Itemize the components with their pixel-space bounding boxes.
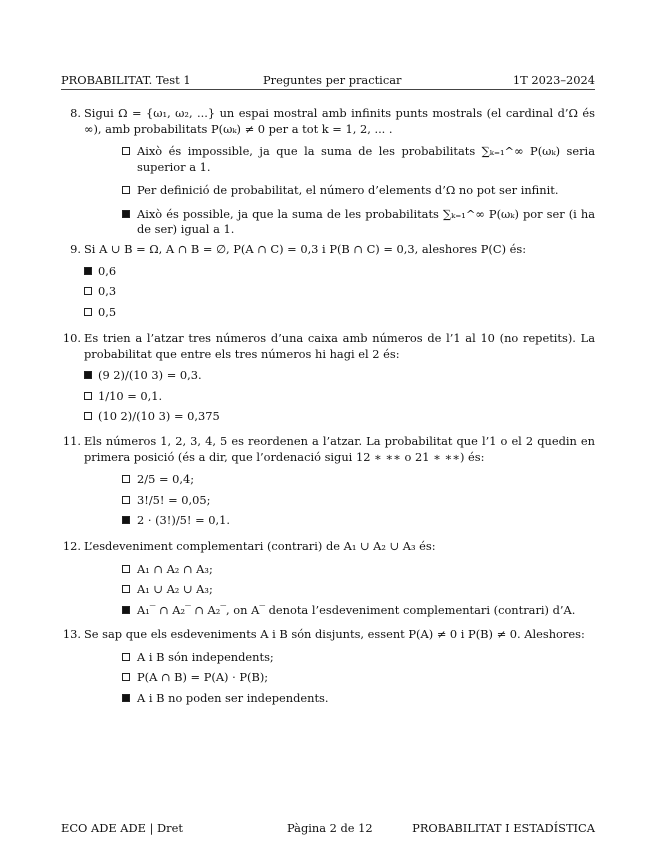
checkbox-icon[interactable] <box>84 308 92 316</box>
footer-page-number: Pàgina 2 de 12 <box>287 821 373 835</box>
option-text: P(A ∩ B) = P(A) · P(B); <box>137 670 269 684</box>
footer-subject: PROBABILITAT I ESTADÍSTICA <box>412 821 595 835</box>
question-text: Se sap que els esdeveniments A i B són disjunts, essent P(A) ≠ 0 i P(B) ≠ 0. Aleshores: <box>84 627 585 641</box>
question-number: 9. <box>70 242 81 256</box>
option-text: A₁ ∩ A₂ ∩ A₃; <box>137 561 213 576</box>
header-section: Preguntes per practicar <box>263 73 402 87</box>
question-number: 11. <box>62 434 81 448</box>
option-text: 0,6 <box>98 263 117 278</box>
question-text: Es trien a l’atzar tres números d’una caixa amb números de l’1 al 10 (no repetits). La probabilitat que entre els tres números hi hagi el 2 és: <box>84 331 595 361</box>
header-term: 1T 2023–2024 <box>512 73 595 87</box>
option-text: A₁ ∪ A₂ ∪ A₃; <box>137 582 213 596</box>
checkbox-icon[interactable] <box>122 475 130 483</box>
option-13c[interactable] <box>61 691 595 707</box>
option-text: 0,3 <box>98 284 117 298</box>
option-12b[interactable] <box>61 582 595 598</box>
checkbox-icon[interactable] <box>122 673 130 681</box>
question-number: 12. <box>62 539 81 553</box>
option-9c[interactable] <box>61 305 595 321</box>
checked-box-icon[interactable] <box>122 516 130 524</box>
option-text: 3!/5! = 0,05; <box>137 492 211 507</box>
question-number: 10. <box>62 331 81 345</box>
question-number: 8. <box>70 106 81 120</box>
option-text: 2 · (3!)/5! = 0,1. <box>137 513 231 527</box>
question-text: L’esdeveniment complementari (contrari) de A₁ ∪ A₂ ∪ A₃ és: <box>84 539 436 553</box>
option-text: Això és impossible, ja que la suma de les probabilitats ∑ₖ₌₁^∞ P(ωₖ) seria superior a 1. <box>137 144 595 174</box>
option-text: (9 2)/(10 3) = 0,3. <box>98 368 202 382</box>
question-9 <box>61 242 595 325</box>
option-8c[interactable] <box>61 207 595 238</box>
option-text: 0,5 <box>98 304 117 319</box>
option-13a[interactable] <box>61 650 595 666</box>
checkbox-icon[interactable] <box>122 565 130 573</box>
option-text: (10 2)/(10 3) = 0,375 <box>98 409 220 423</box>
question-13 <box>61 627 595 711</box>
checked-box-icon[interactable] <box>122 694 130 702</box>
option-10b[interactable] <box>61 389 595 405</box>
option-text: 1/10 = 0,1. <box>98 388 163 403</box>
header-course: PROBABILITAT. Test 1 <box>61 73 191 87</box>
option-12a[interactable] <box>61 562 595 578</box>
checkbox-icon[interactable] <box>84 412 92 420</box>
footer-programs: ECO ADE ADE | Dret <box>61 821 183 835</box>
question-number: 13. <box>62 627 81 641</box>
question-text: Els números 1, 2, 3, 4, 5 es reordenen a l’atzar. La probabilitat que l’1 o el 2 quedin en primera posició (és a dir, que l’ordenació sigui 12 ∗ ∗∗ o 21 ∗ ∗∗) és: <box>84 434 595 464</box>
option-text: 2/5 = 0,4; <box>137 472 195 486</box>
option-10c[interactable] <box>61 409 595 425</box>
option-11b[interactable] <box>61 493 595 509</box>
checked-box-icon[interactable] <box>84 267 92 275</box>
option-8b[interactable] <box>61 183 595 199</box>
option-9b[interactable] <box>61 284 595 300</box>
checked-box-icon[interactable] <box>122 606 130 614</box>
option-9a[interactable] <box>61 264 595 280</box>
option-text: A i B no poden ser independents. <box>137 690 329 705</box>
question-11 <box>61 434 595 534</box>
question-10 <box>61 331 595 430</box>
option-text: Això és possible, ja que la suma de les probabilitats ∑ₖ₌₁^∞ P(ωₖ) por ser (i ha de ser) igual a 1. <box>137 206 595 236</box>
question-12 <box>61 539 595 623</box>
question-8 <box>61 106 595 243</box>
option-13b[interactable] <box>61 670 595 686</box>
checkbox-icon[interactable] <box>84 287 92 295</box>
question-text: Si A ∪ B = Ω, A ∩ B = ∅, P(A ∩ C) = 0,3 i P(B ∩ C) = 0,3, aleshores P(C) és: <box>84 242 527 256</box>
option-text: A₁‾ ∩ A₂‾ ∩ A₂‾, on A‾ denota l’esdeveniment complementari (contrari) d’A. <box>137 602 576 617</box>
checkbox-icon[interactable] <box>84 392 92 400</box>
option-text: A i B són independents; <box>137 649 274 664</box>
option-10a[interactable] <box>61 368 595 384</box>
checkbox-icon[interactable] <box>122 496 130 504</box>
page-header <box>61 73 595 90</box>
checkbox-icon[interactable] <box>122 186 130 194</box>
checkbox-icon[interactable] <box>122 585 130 593</box>
option-8a[interactable] <box>61 144 595 175</box>
checkbox-icon[interactable] <box>122 147 130 155</box>
option-text: Per definició de probabilitat, el número d’elements d’Ω no pot ser infinit. <box>137 183 559 197</box>
question-text: Sigui Ω = {ω₁, ω₂, ...} un espai mostral amb infinits punts mostrals (el cardinal d’Ω és ∞), amb probabilitats P(ωₖ) ≠ 0 per a tot k = 1, 2, ... . <box>84 106 595 136</box>
option-11c[interactable] <box>61 513 595 529</box>
checked-box-icon[interactable] <box>84 371 92 379</box>
checked-box-icon[interactable] <box>122 210 130 218</box>
checkbox-icon[interactable] <box>122 653 130 661</box>
option-12c[interactable] <box>61 603 595 619</box>
option-11a[interactable] <box>61 472 595 488</box>
